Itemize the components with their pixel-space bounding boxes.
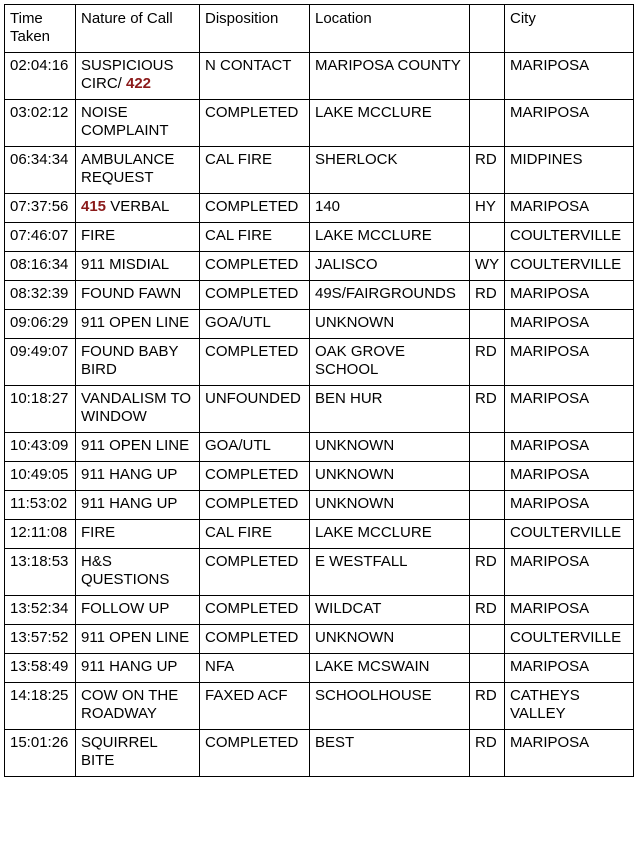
cell-nature xyxy=(76,386,200,433)
cell-suffix: RD xyxy=(470,339,505,386)
cell-location: LAKE MCCLURE xyxy=(310,223,470,252)
header-row xyxy=(5,5,634,53)
cell-disposition: NFA xyxy=(200,654,310,683)
cell-disposition: COMPLETED xyxy=(200,596,310,625)
cell-location: UNKNOWN xyxy=(310,462,470,491)
table-row xyxy=(5,433,634,462)
cell-disposition: FAXED ACF xyxy=(200,683,310,730)
header-city: City xyxy=(505,5,634,53)
cell-nature xyxy=(76,625,200,654)
cell-time: 10:49:05 xyxy=(5,462,76,491)
nature-text: H&S QUESTIONS xyxy=(81,553,170,588)
table-row xyxy=(5,730,634,777)
header-time: Time Taken xyxy=(5,5,76,53)
table-row xyxy=(5,549,634,596)
cell-city: MARIPOSA xyxy=(505,100,634,147)
cell-time: 12:11:08 xyxy=(5,520,76,549)
cell-location: UNKNOWN xyxy=(310,625,470,654)
cell-disposition: GOA/UTL xyxy=(200,433,310,462)
cell-nature xyxy=(76,520,200,549)
nature-text: COW ON THE ROADWAY xyxy=(81,687,179,722)
cell-suffix xyxy=(470,53,505,100)
cell-nature xyxy=(76,281,200,310)
nature-text: FOLLOW UP xyxy=(81,600,170,617)
nature-text: SQUIRREL BITE xyxy=(81,734,158,769)
cell-time: 10:18:27 xyxy=(5,386,76,433)
table-row xyxy=(5,100,634,147)
cell-location: OAK GROVE SCHOOL xyxy=(310,339,470,386)
cell-nature xyxy=(76,683,200,730)
nature-text: 911 HANG UP xyxy=(81,658,178,675)
cell-disposition: CAL FIRE xyxy=(200,520,310,549)
cell-location: LAKE MCCLURE xyxy=(310,520,470,549)
cell-location: UNKNOWN xyxy=(310,433,470,462)
cell-location: 49S/FAIRGROUNDS xyxy=(310,281,470,310)
cell-location: LAKE MCSWAIN xyxy=(310,654,470,683)
cell-city: CATHEYS VALLEY xyxy=(505,683,634,730)
cell-location: BEST xyxy=(310,730,470,777)
header-suffix xyxy=(470,5,505,53)
cell-time: 13:57:52 xyxy=(5,625,76,654)
cell-disposition: COMPLETED xyxy=(200,730,310,777)
cell-city: MARIPOSA xyxy=(505,549,634,596)
cell-suffix: RD xyxy=(470,147,505,194)
table-row xyxy=(5,596,634,625)
cell-suffix xyxy=(470,520,505,549)
table-row xyxy=(5,281,634,310)
nature-text: 911 OPEN LINE xyxy=(81,629,190,646)
cell-nature xyxy=(76,100,200,147)
cell-city: MARIPOSA xyxy=(505,386,634,433)
cell-location: BEN HUR xyxy=(310,386,470,433)
cell-disposition: COMPLETED xyxy=(200,339,310,386)
nature-text: AMBULANCE REQUEST xyxy=(81,151,175,186)
cell-suffix xyxy=(470,462,505,491)
header-location: Location xyxy=(310,5,470,53)
cell-location: UNKNOWN xyxy=(310,491,470,520)
cell-suffix xyxy=(470,654,505,683)
cell-city: MARIPOSA xyxy=(505,596,634,625)
nature-text: FOUND FAWN xyxy=(81,285,182,302)
cell-city: MARIPOSA xyxy=(505,339,634,386)
cell-nature xyxy=(76,147,200,194)
header-disposition: Disposition xyxy=(200,5,310,53)
table-row xyxy=(5,194,634,223)
table-row xyxy=(5,252,634,281)
cell-city: MIDPINES xyxy=(505,147,634,194)
cell-location: LAKE MCCLURE xyxy=(310,100,470,147)
cell-location: SCHOOLHOUSE xyxy=(310,683,470,730)
cell-nature xyxy=(76,310,200,339)
cell-city: MARIPOSA xyxy=(505,281,634,310)
nature-text: FOUND BABY BIRD xyxy=(81,343,179,378)
cell-time: 13:52:34 xyxy=(5,596,76,625)
cell-nature xyxy=(76,194,200,223)
nature-text: SUSPICIOUS CIRC/ xyxy=(81,57,174,92)
call-log-body xyxy=(5,53,634,777)
cell-suffix: RD xyxy=(470,386,505,433)
cell-city: MARIPOSA xyxy=(505,310,634,339)
cell-suffix: HY xyxy=(470,194,505,223)
cell-nature xyxy=(76,549,200,596)
table-row xyxy=(5,147,634,194)
cell-location: JALISCO xyxy=(310,252,470,281)
cell-time: 15:01:26 xyxy=(5,730,76,777)
cell-location: MARIPOSA COUNTY xyxy=(310,53,470,100)
cell-suffix: WY xyxy=(470,252,505,281)
cell-suffix: RD xyxy=(470,596,505,625)
cell-city: MARIPOSA xyxy=(505,654,634,683)
nature-text: 911 HANG UP xyxy=(81,495,178,512)
cell-time: 07:46:07 xyxy=(5,223,76,252)
cell-disposition: CAL FIRE xyxy=(200,223,310,252)
cell-disposition: COMPLETED xyxy=(200,281,310,310)
cell-disposition: GOA/UTL xyxy=(200,310,310,339)
cell-nature xyxy=(76,339,200,386)
cell-suffix: RD xyxy=(470,549,505,596)
cell-time: 09:49:07 xyxy=(5,339,76,386)
cell-city: MARIPOSA xyxy=(505,730,634,777)
cell-nature xyxy=(76,730,200,777)
cell-city: MARIPOSA xyxy=(505,53,634,100)
cell-location: UNKNOWN xyxy=(310,310,470,339)
cell-nature xyxy=(76,596,200,625)
cell-city: MARIPOSA xyxy=(505,491,634,520)
cell-time: 02:04:16 xyxy=(5,53,76,100)
cell-disposition: N CONTACT xyxy=(200,53,310,100)
nature-text: FIRE xyxy=(81,524,116,541)
nature-text: VANDALISM TO WINDOW xyxy=(81,390,192,425)
cell-disposition: CAL FIRE xyxy=(200,147,310,194)
table-row xyxy=(5,491,634,520)
cell-time: 09:06:29 xyxy=(5,310,76,339)
cell-disposition: COMPLETED xyxy=(200,252,310,281)
table-row xyxy=(5,683,634,730)
cell-city: COULTERVILLE xyxy=(505,252,634,281)
cell-location: SHERLOCK xyxy=(310,147,470,194)
table-row xyxy=(5,386,634,433)
cell-suffix: RD xyxy=(470,683,505,730)
cell-time: 08:32:39 xyxy=(5,281,76,310)
nature-text: 911 MISDIAL xyxy=(81,256,170,273)
cell-time: 03:02:12 xyxy=(5,100,76,147)
table-row xyxy=(5,53,634,100)
cell-time: 13:18:53 xyxy=(5,549,76,596)
cell-time: 08:16:34 xyxy=(5,252,76,281)
cell-location: E WESTFALL xyxy=(310,549,470,596)
cell-location: WILDCAT xyxy=(310,596,470,625)
cell-city: COULTERVILLE xyxy=(505,520,634,549)
cell-disposition: COMPLETED xyxy=(200,194,310,223)
nature-text: VERBAL xyxy=(106,198,170,215)
cell-nature xyxy=(76,223,200,252)
table-row xyxy=(5,654,634,683)
cell-time: 11:53:02 xyxy=(5,491,76,520)
cell-disposition: COMPLETED xyxy=(200,491,310,520)
cell-time: 13:58:49 xyxy=(5,654,76,683)
nature-text: 911 HANG UP xyxy=(81,466,178,483)
cell-city: MARIPOSA xyxy=(505,194,634,223)
call-log-table xyxy=(4,4,634,777)
cell-time: 07:37:56 xyxy=(5,194,76,223)
call-code: 422 xyxy=(126,75,152,92)
call-code: 415 xyxy=(81,198,107,215)
nature-text: 911 OPEN LINE xyxy=(81,437,190,454)
table-row xyxy=(5,520,634,549)
cell-suffix xyxy=(470,310,505,339)
cell-nature xyxy=(76,462,200,491)
cell-suffix xyxy=(470,223,505,252)
cell-nature xyxy=(76,654,200,683)
table-row xyxy=(5,223,634,252)
cell-city: MARIPOSA xyxy=(505,462,634,491)
table-row xyxy=(5,625,634,654)
cell-suffix xyxy=(470,433,505,462)
nature-text: NOISE COMPLAINT xyxy=(81,104,169,139)
cell-location: 140 xyxy=(310,194,470,223)
table-row xyxy=(5,339,634,386)
cell-city: COULTERVILLE xyxy=(505,625,634,654)
cell-nature xyxy=(76,433,200,462)
table-row xyxy=(5,310,634,339)
nature-text: FIRE xyxy=(81,227,116,244)
cell-suffix: RD xyxy=(470,281,505,310)
cell-time: 10:43:09 xyxy=(5,433,76,462)
cell-nature xyxy=(76,53,200,100)
header-nature: Nature of Call xyxy=(76,5,200,53)
cell-nature xyxy=(76,491,200,520)
cell-suffix: RD xyxy=(470,730,505,777)
cell-nature xyxy=(76,252,200,281)
cell-city: MARIPOSA xyxy=(505,433,634,462)
table-row xyxy=(5,462,634,491)
cell-time: 14:18:25 xyxy=(5,683,76,730)
cell-suffix xyxy=(470,100,505,147)
cell-time: 06:34:34 xyxy=(5,147,76,194)
cell-city: COULTERVILLE xyxy=(505,223,634,252)
cell-disposition: COMPLETED xyxy=(200,625,310,654)
cell-suffix xyxy=(470,491,505,520)
cell-disposition: COMPLETED xyxy=(200,100,310,147)
cell-disposition: COMPLETED xyxy=(200,549,310,596)
cell-disposition: UNFOUNDED xyxy=(200,386,310,433)
cell-suffix xyxy=(470,625,505,654)
cell-disposition: COMPLETED xyxy=(200,462,310,491)
nature-text: 911 OPEN LINE xyxy=(81,314,190,331)
